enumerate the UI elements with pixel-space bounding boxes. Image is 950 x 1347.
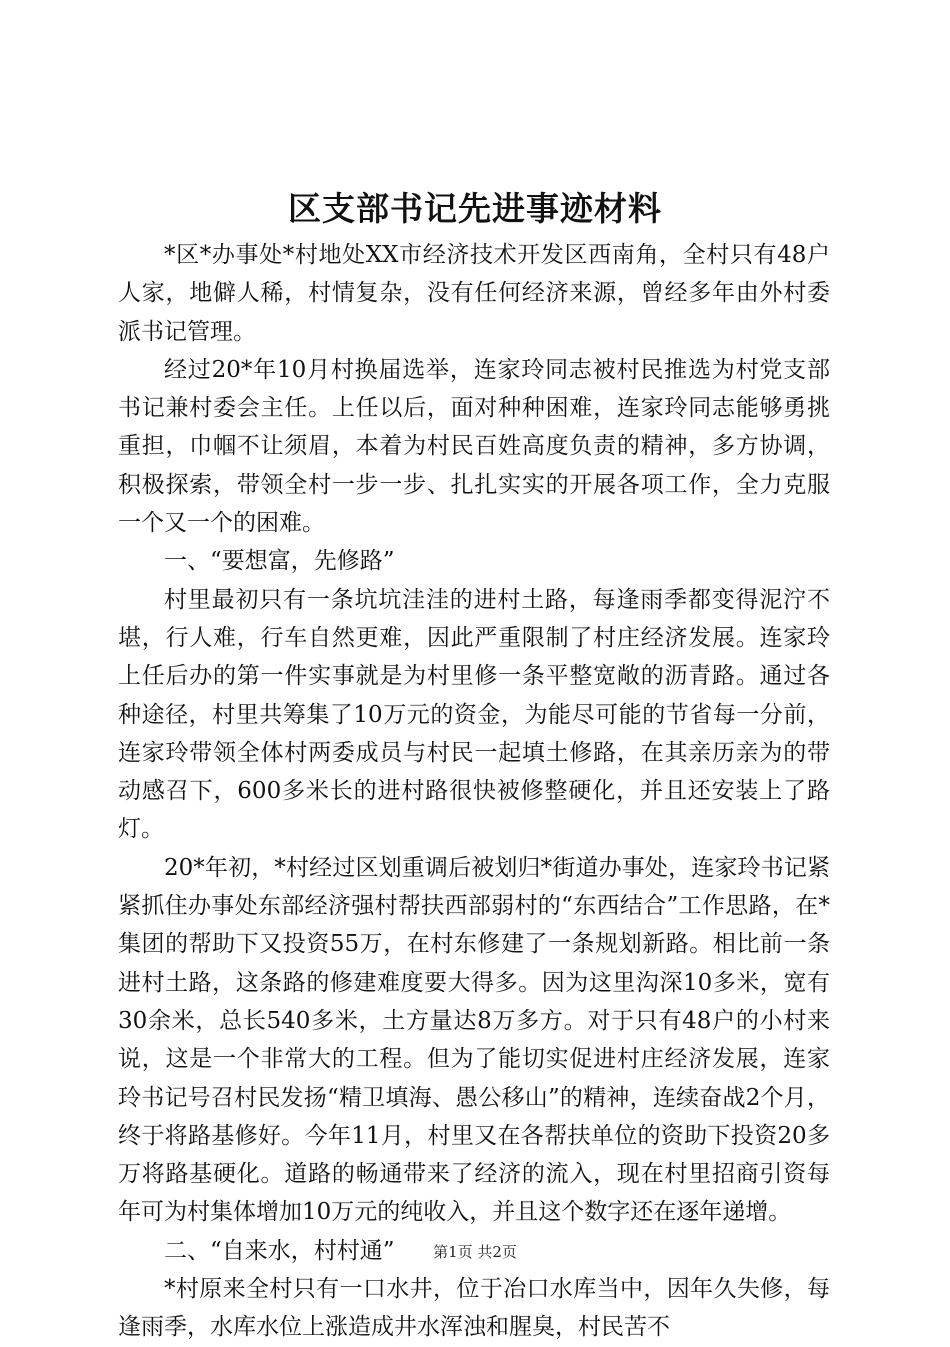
section-heading: 一、“要想富，先修路”	[164, 548, 395, 575]
document-title: 区支部书记先进事迹材料	[288, 189, 662, 228]
paragraph: *村原来全村只有一口水井，位于冶口水库当中，因年久失修，每逢雨季，水库水位上涨造成井水浑浊和腥臭，村民苦不	[118, 1276, 830, 1341]
paragraph: 经过20*年10月村换届选举，连家玲同志被村民推选为村党支部书记兼村委会主任。上任以后，面对种种困难，连家玲同志能够勇挑重担，巾帼不让须眉，本着为村民百姓高度负责的精神，多方协调，积极探索，带领全村一步一步、扎扎实实的开展各项工作，全力克服一个又一个的困难。	[118, 356, 830, 537]
paragraph: *区*办事处*村地处XX市经济技术开发区西南角，全村只有48户人家，地僻人稀，村情复杂，没有任何经济来源，曾经多年由外村委派书记管理。	[118, 242, 830, 345]
section-heading: 二、“自来水，村村通”	[164, 1237, 395, 1264]
paragraph: 村里最初只有一条坑坑洼洼的进村土路，每逢雨季都变得泥泞不堪，行人难，行车自然更难，因此严重限制了村庄经济发展。连家玲上任后办的第一件实事就是为村里修一条平整宽敞的沥青路。通过各种途径，村里共筹集了10万元的资金，为能尽可能的节省每一分前，连家玲带领全体村两委成员与村民一起填土修路，在其亲历亲为的带动感召下，600多米长的进村路很快被修整硬化，并且还安装上了路灯。	[118, 586, 830, 843]
paragraph: 20*年初，*村经过区划重调后被划归*街道办事处，连家玲书记紧紧抓住办事处东部经济强村帮扶西部弱村的“东西结合”工作思路，在*集团的帮助下又投资55万，在村东修建了一条规划新路。相比前一条进村土路，这条路的修建难度要大得多。因为这里沟深10多米，宽有30余米，总长540多米，土方量达8万多方。对于只有48户的小村来说，这是一个非常大的工程。但为了能切实促进村庄经济发展，连家玲书记号召村民发扬“精卫填海、愚公移山”的精神，连续奋战2个月，终于将路基修好。今年11月，村里又在各帮扶单位的资助下投资20多万将路基硬化。道路的畅通带来了经济的流入，现在村里招商引资每年可为村集体增加10万元的纯收入，并且这个数字还在逐年递增。	[118, 854, 830, 1226]
document-body	[118, 236, 830, 1347]
page-footer: 第1页 共2页	[433, 1243, 517, 1261]
